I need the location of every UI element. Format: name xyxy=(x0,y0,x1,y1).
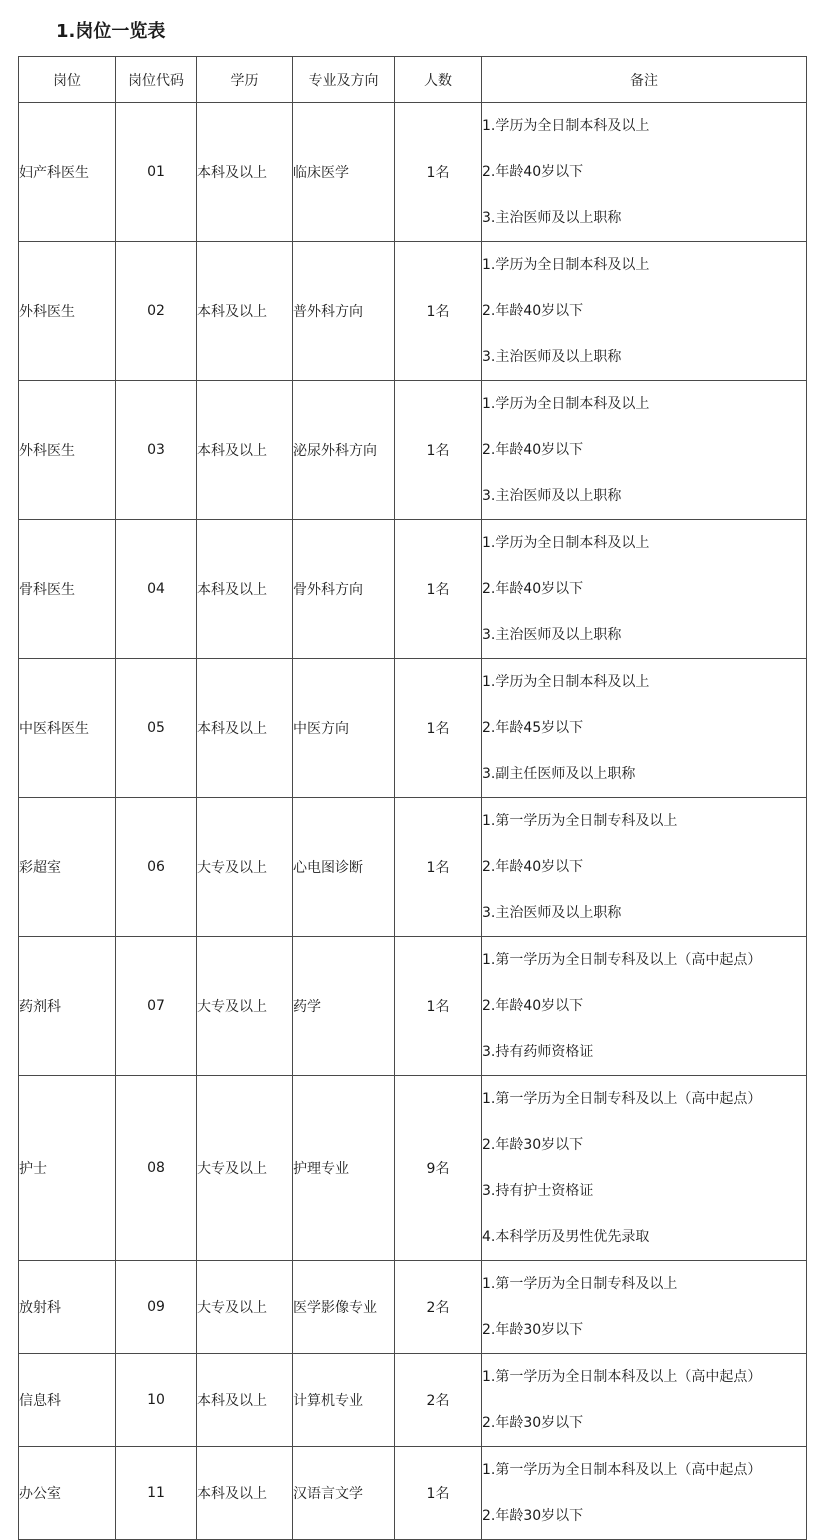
table-row xyxy=(19,1076,807,1261)
cell-education: 本科及以上 xyxy=(197,1354,293,1447)
cell-code: 05 xyxy=(116,659,197,798)
note-line: 1.学历为全日制本科及以上 xyxy=(482,396,650,412)
cell-major: 计算机专业 xyxy=(293,1354,395,1447)
cell-education: 大专及以上 xyxy=(197,1076,293,1261)
cell-notes xyxy=(482,520,807,659)
note-line: 3.持有护士资格证 xyxy=(482,1183,594,1199)
note-line: 2.年龄40岁以下 xyxy=(482,859,584,875)
header-education: 学历 xyxy=(197,57,293,103)
cell-position: 办公室 xyxy=(19,1447,116,1540)
cell-education: 本科及以上 xyxy=(197,520,293,659)
note-line: 3.主治医师及以上职称 xyxy=(482,349,622,365)
note-line: 2.年龄40岁以下 xyxy=(482,998,584,1014)
cell-education: 本科及以上 xyxy=(197,659,293,798)
cell-position: 中医科医生 xyxy=(19,659,116,798)
note-line: 1.第一学历为全日制专科及以上（高中起点） xyxy=(482,952,762,968)
note-line: 1.学历为全日制本科及以上 xyxy=(482,257,650,273)
note-line: 1.学历为全日制本科及以上 xyxy=(482,535,650,551)
note-line: 3.主治医师及以上职称 xyxy=(482,905,622,921)
table-row xyxy=(19,937,807,1076)
cell-major: 临床医学 xyxy=(293,103,395,242)
table-header-row xyxy=(19,57,807,103)
note-line: 2.年龄45岁以下 xyxy=(482,720,584,736)
cell-code: 06 xyxy=(116,798,197,937)
cell-notes xyxy=(482,1354,807,1447)
note-line: 4.本科学历及男性优先录取 xyxy=(482,1229,650,1245)
cell-position: 骨科医生 xyxy=(19,520,116,659)
header-major: 专业及方向 xyxy=(293,57,395,103)
cell-notes xyxy=(482,659,807,798)
cell-major: 医学影像专业 xyxy=(293,1261,395,1354)
cell-code: 10 xyxy=(116,1354,197,1447)
cell-code: 08 xyxy=(116,1076,197,1261)
table-row xyxy=(19,1447,807,1540)
cell-education: 大专及以上 xyxy=(197,798,293,937)
cell-education: 大专及以上 xyxy=(197,1261,293,1354)
cell-code: 09 xyxy=(116,1261,197,1354)
cell-notes xyxy=(482,1447,807,1540)
cell-position: 药剂科 xyxy=(19,937,116,1076)
header-notes: 备注 xyxy=(482,57,807,103)
cell-education: 大专及以上 xyxy=(197,937,293,1076)
note-line: 2.年龄40岁以下 xyxy=(482,164,584,180)
table-row xyxy=(19,381,807,520)
note-line: 2.年龄30岁以下 xyxy=(482,1415,584,1431)
cell-code: 11 xyxy=(116,1447,197,1540)
cell-major: 药学 xyxy=(293,937,395,1076)
cell-count: 1名 xyxy=(395,103,482,242)
cell-notes xyxy=(482,1076,807,1261)
cell-count: 1名 xyxy=(395,1447,482,1540)
cell-count: 2名 xyxy=(395,1354,482,1447)
table-row xyxy=(19,659,807,798)
note-line: 1.第一学历为全日制本科及以上（高中起点） xyxy=(482,1462,762,1478)
cell-position: 外科医生 xyxy=(19,242,116,381)
cell-position: 妇产科医生 xyxy=(19,103,116,242)
cell-position: 信息科 xyxy=(19,1354,116,1447)
cell-code: 07 xyxy=(116,937,197,1076)
cell-position: 放射科 xyxy=(19,1261,116,1354)
cell-notes xyxy=(482,937,807,1076)
cell-major: 心电图诊断 xyxy=(293,798,395,937)
note-line: 1.第一学历为全日制专科及以上（高中起点） xyxy=(482,1091,762,1107)
cell-notes xyxy=(482,242,807,381)
cell-count: 9名 xyxy=(395,1076,482,1261)
note-line: 2.年龄40岁以下 xyxy=(482,581,584,597)
cell-major: 汉语言文学 xyxy=(293,1447,395,1540)
cell-count: 1名 xyxy=(395,381,482,520)
table-row xyxy=(19,1261,807,1354)
cell-count: 1名 xyxy=(395,520,482,659)
note-line: 3.主治医师及以上职称 xyxy=(482,627,622,643)
positions-table xyxy=(18,56,807,1540)
note-line: 1.学历为全日制本科及以上 xyxy=(482,118,650,134)
cell-count: 1名 xyxy=(395,798,482,937)
cell-major: 普外科方向 xyxy=(293,242,395,381)
table-row xyxy=(19,798,807,937)
note-line: 2.年龄30岁以下 xyxy=(482,1322,584,1338)
note-line: 3.副主任医师及以上职称 xyxy=(482,766,636,782)
note-line: 2.年龄30岁以下 xyxy=(482,1137,584,1153)
note-line: 2.年龄30岁以下 xyxy=(482,1508,584,1524)
cell-notes xyxy=(482,798,807,937)
table-row xyxy=(19,1354,807,1447)
cell-position: 外科医生 xyxy=(19,381,116,520)
cell-major: 泌尿外科方向 xyxy=(293,381,395,520)
note-line: 3.持有药师资格证 xyxy=(482,1044,594,1060)
cell-count: 1名 xyxy=(395,659,482,798)
cell-count: 1名 xyxy=(395,937,482,1076)
cell-position: 彩超室 xyxy=(19,798,116,937)
note-line: 1.第一学历为全日制本科及以上（高中起点） xyxy=(482,1369,762,1385)
table-row xyxy=(19,242,807,381)
cell-education: 本科及以上 xyxy=(197,103,293,242)
cell-education: 本科及以上 xyxy=(197,242,293,381)
note-line: 3.主治医师及以上职称 xyxy=(482,488,622,504)
note-line: 2.年龄40岁以下 xyxy=(482,442,584,458)
table-row xyxy=(19,520,807,659)
cell-code: 01 xyxy=(116,103,197,242)
note-line: 1.学历为全日制本科及以上 xyxy=(482,674,650,690)
cell-position: 护士 xyxy=(19,1076,116,1261)
note-line: 3.主治医师及以上职称 xyxy=(482,210,622,226)
header-count: 人数 xyxy=(395,57,482,103)
cell-notes xyxy=(482,103,807,242)
cell-major: 护理专业 xyxy=(293,1076,395,1261)
cell-code: 02 xyxy=(116,242,197,381)
cell-code: 04 xyxy=(116,520,197,659)
page-title: 1.岗位一览表 xyxy=(56,21,166,42)
header-code: 岗位代码 xyxy=(116,57,197,103)
table-row xyxy=(19,103,807,242)
cell-count: 2名 xyxy=(395,1261,482,1354)
cell-major: 骨外科方向 xyxy=(293,520,395,659)
cell-education: 本科及以上 xyxy=(197,1447,293,1540)
cell-code: 03 xyxy=(116,381,197,520)
cell-notes xyxy=(482,381,807,520)
cell-notes xyxy=(482,1261,807,1354)
note-line: 1.第一学历为全日制专科及以上 xyxy=(482,813,678,829)
header-position: 岗位 xyxy=(19,57,116,103)
note-line: 2.年龄40岁以下 xyxy=(482,303,584,319)
cell-education: 本科及以上 xyxy=(197,381,293,520)
cell-major: 中医方向 xyxy=(293,659,395,798)
note-line: 1.第一学历为全日制专科及以上 xyxy=(482,1276,678,1292)
cell-count: 1名 xyxy=(395,242,482,381)
